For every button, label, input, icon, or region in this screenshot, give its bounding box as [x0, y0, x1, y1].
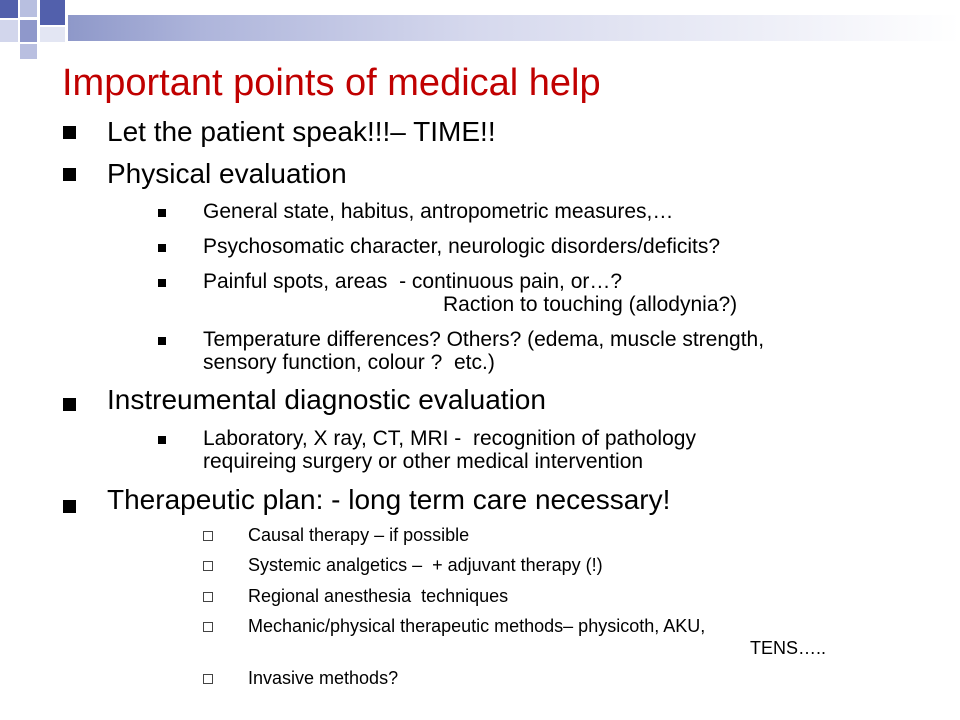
item-regional-anesthesia: Regional anesthesia techniques — [248, 586, 509, 606]
item-temperature-line2: sensory function, colour ? etc.) — [203, 351, 495, 374]
bullet-therapeutic-plan: Therapeutic plan: - long term care necessary! — [107, 484, 671, 515]
item-painful-spots-line2: Raction to touching (allodynia?) — [443, 293, 738, 316]
square-bullet-icon — [63, 398, 76, 411]
item-painful-spots-line1: Painful spots, areas - continuous pain, or…? — [203, 270, 623, 293]
hollow-square-bullet-icon — [203, 622, 213, 632]
item-systemic-analgetics: Systemic analgetics – + adjuvant therapy (!) — [248, 555, 603, 575]
item-causal-therapy: Causal therapy – if possible — [248, 525, 470, 545]
decor-square — [0, 0, 18, 18]
square-bullet-icon — [63, 126, 76, 139]
decor-square — [0, 20, 18, 42]
hollow-square-bullet-icon — [203, 674, 213, 684]
hollow-square-bullet-icon — [203, 561, 213, 571]
small-square-bullet-icon — [158, 244, 166, 252]
item-psychosomatic: Psychosomatic character, neurologic disorders/deficits? — [203, 235, 721, 258]
decor-square — [40, 0, 65, 25]
small-square-bullet-icon — [158, 436, 166, 444]
small-square-bullet-icon — [158, 279, 166, 287]
slide-title: Important points of medical help — [62, 62, 601, 104]
small-square-bullet-icon — [158, 209, 166, 217]
hollow-square-bullet-icon — [203, 531, 213, 541]
small-square-bullet-icon — [158, 337, 166, 345]
item-general-state: General state, habitus, antropometric measures,… — [203, 200, 674, 223]
item-laboratory-line2: requireing surgery or other medical intervention — [203, 450, 644, 473]
item-mechanic-line2: TENS….. — [750, 638, 827, 658]
decor-square — [20, 20, 37, 42]
item-temperature-line1: Temperature differences? Others? (edema, muscle strength, — [203, 328, 765, 351]
bullet-physical-evaluation: Physical evaluation — [107, 158, 347, 189]
item-mechanic-line1: Mechanic/physical therapeutic methods– physicoth, AKU, — [248, 616, 706, 636]
decor-square — [20, 44, 37, 59]
hollow-square-bullet-icon — [203, 592, 213, 602]
bullet-instrumental-evaluation: Instreumental diagnostic evaluation — [107, 384, 546, 415]
square-bullet-icon — [63, 500, 76, 513]
decor-square — [40, 27, 65, 42]
item-laboratory-line1: Laboratory, X ray, CT, MRI - recognition of pathology — [203, 427, 696, 450]
header-gradient-band — [68, 15, 960, 41]
bullet-let-patient-speak: Let the patient speak!!!– TIME!! — [107, 116, 496, 147]
item-invasive-methods: Invasive methods? — [248, 668, 399, 688]
decor-square — [20, 0, 37, 17]
square-bullet-icon — [63, 168, 76, 181]
